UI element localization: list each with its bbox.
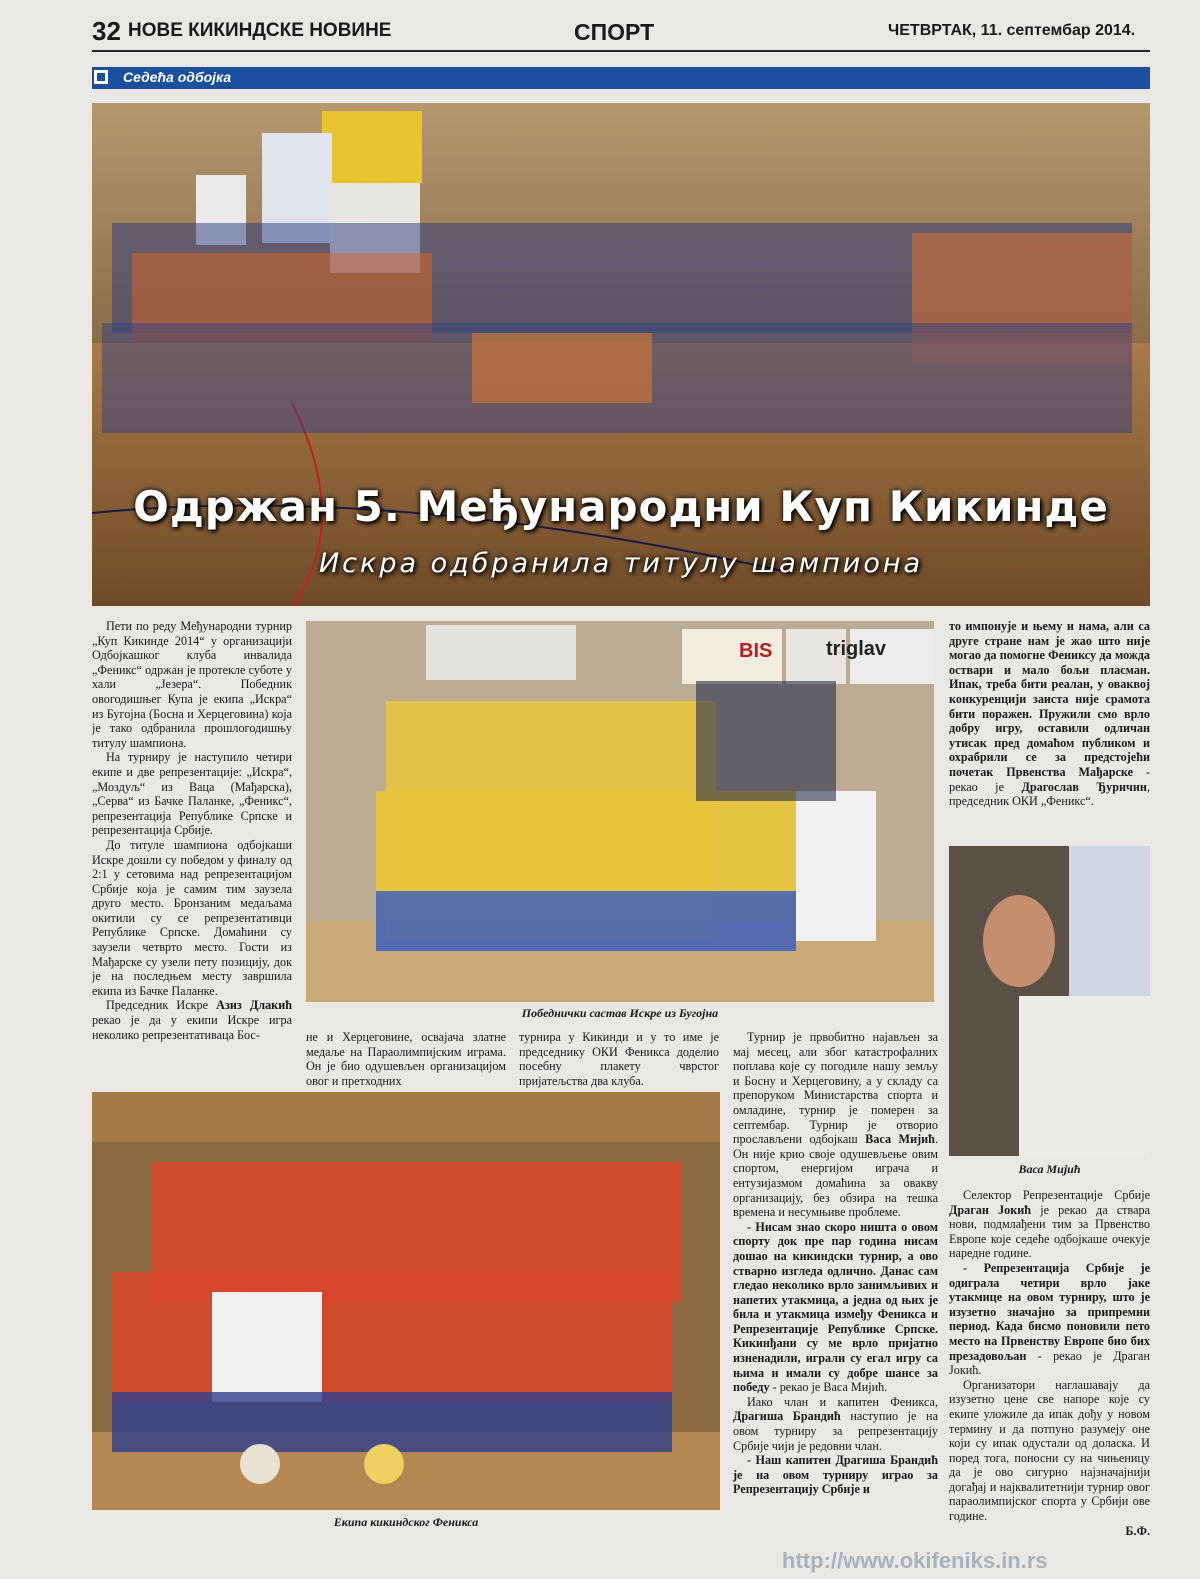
rubric-label: Седећа одбојка (123, 69, 232, 85)
article-column-1 (92, 619, 292, 1042)
rubric-bar (92, 67, 1150, 89)
person-name: Драгиша Брандић (733, 1409, 841, 1424)
quote-paragraph: то импонује и њему и нама, али са друге стране нам је жао што није могао да помогне Фениксу да можда оствари и мало бољи пласман. Ипак, треба бити реалан, у оваквој конкуренцији заиста није срамота бити поражен. Пружили смо врло добру игру, оставили одличан утисак пред домаћом публиком и охрабрили се за предстојећи почетак Првенства Мађарске - рекао је Драгослав Ђуричин, председник ОКИ „Феникс“. (949, 619, 1150, 809)
feniks-photo-caption: Екипа кикиндског Феникса (333, 1515, 479, 1529)
quote-paragraph: - Репрезентација Србије је одиграла четири врло јаке утакмице на овом турниру, што је изузетно значајно за припремни период. Када бисмо поновили пето место на Првенству Европе био бих презадовољан - рекао је Драган Јокић. (949, 1260, 1150, 1378)
iskra-team-photo (306, 621, 934, 1002)
paragraph: Пети по реду Међународни турнир „Куп Кикинде 2014“ у организацији Одбојкашког клуба инвалида „Феникс“ одржан је протекле суботе у хали „Језера“. Победник овогодишњег Купа је екипа „Искра“ из Бугојна (Босна и Херцеговина) која је тако одбранила прошлогодишњу титулу шампиона. (92, 619, 292, 750)
feniks-team-photo (92, 1092, 720, 1510)
paragraph: Организатори наглашавају да изузетно цене све напоре које су екипе уложиле да ипак дођу у новом термину и да потпуно разумеју оне који су ипак одустали од доласка. И поред тога, поносни су на чињеницу да је ово сигурно најзначајнији догађај и најквалитетнији турнир овог параолимпијског спорта у Србији ове године. (949, 1377, 1150, 1524)
mijic-photo-caption: Васа Мијић (1018, 1162, 1081, 1176)
paragraph: Председник Искре Азиз Длакић рекао је да у екипи Искре игра неколико репрезентативаца Бос- (92, 998, 292, 1042)
article-column-4 (733, 1030, 938, 1497)
article-column-5-bottom (949, 1188, 1150, 1538)
banner-triglav: triglav (826, 638, 887, 660)
person-name: Драгослав Ђуричин (1021, 779, 1147, 794)
paragraph: Турнир је првобитно најављен за мај месец, али због катастрофалних поплава које су погодиле нашу земљу и Босну и Херцеговину, а у складу са препоруком Министарства спорта и омладине, турнир је померен за септембар. Турнир је отворио прослављени одбојкаш Васа Мијић. Он није крио своје одушевљење овим спортом, енергијом играча и ентузијазмом домаћина за овакву организацију, без обзира на тешка времена и несумњиве проблеме. (733, 1030, 938, 1220)
issue-date: ЧЕТВРТАК, 11. септембар 2014. (888, 22, 1136, 39)
section-title: СПОРТ (574, 19, 655, 45)
article-column-3 (519, 1030, 719, 1088)
paragraph: не и Херцеговине, освајача златне медаље на Параолимпијским играма. Он је био одушевљен организацијом овог и претходних (306, 1030, 506, 1088)
headline: Одржан 5. Међународни Куп Кикинде (133, 482, 1109, 531)
newspaper-name: НОВЕ КИКИНДСКЕ НОВИНЕ (128, 20, 392, 41)
paragraph: Иако члан и капитен Феникса, Драгиша Брандић наступио је на овом турниру за репрезентацију Србије чији је редовни члан. (733, 1394, 938, 1453)
quote-paragraph: - Нисам знао скоро ништа о овом спорту док пре пар година нисам дошао на кикиндски турнир, а ово стварно изгледа одлично. Данас сам гледао неколико врло занимљивих и напетих утакмица, а једна од њих је била и утакмица између Феникса и Репрезентације Републике Српске. Кикинђани су ме врло пријатно изненадили, играли су егал игру са њима и имали су добре шансе за победу - рекао је Васа Мијић. (733, 1219, 938, 1395)
person-name: Васа Мијић (865, 1132, 935, 1147)
paragraph: Селектор Репрезентације Србије Драган Јокић је рекао да ствара нови, подмлађени тим за Првенство Европе које седеће одбојкаше очекује наредне године. (949, 1188, 1151, 1261)
quote-paragraph: - Наш капитен Драгиша Брандић је на овом турниру играо за Репрезентацију Србије и (733, 1453, 938, 1497)
person-name: Азиз Длакић (216, 998, 292, 1013)
banner-bis: BIS (739, 640, 773, 662)
article-column-2 (306, 1030, 506, 1088)
paragraph: На турниру је наступило четири екипе и две репрезентације: „Искра“, „Моздуљ“ из Ваца (Мађарска), „Серва“ из Бачке Паланке, „Феникс“, репрезентација Републике Српске и репрезентација Србије. (92, 750, 292, 838)
paragraph: До титуле шампиона одбојкаши Искре дошли су победом у финалу од 2:1 у сетовима над репрезентацијом Србије која је самим тим заузела друго место. Бронзаним медаљама окитили су се репрезентативци Републике Српске. Домаћини су заузели четврто место. Гости из Мађарске су узели пету позицију, док је на последњем месту завршила екипа из Бачке Паланке. (92, 837, 292, 998)
website-watermark: http://www.okifeniks.in.rs (782, 1548, 1048, 1573)
rubric-square-inner (97, 73, 105, 81)
paragraph: турнира у Кикинди и у то име је председнику ОКИ Феникса доделио посебну плакету чврстог пријатељства два клуба. (519, 1030, 719, 1088)
mijic-photo (949, 846, 1150, 1156)
subheadline: Искра одбранила титулу шампиона (318, 548, 924, 579)
person-name: Драган Јокић (949, 1202, 1032, 1217)
iskra-photo-caption: Победнички састав Искре из Бугојна (521, 1006, 719, 1020)
header-rule (92, 50, 1150, 52)
author-signature: Б.Ф. (1125, 1523, 1150, 1538)
article-column-5-top (949, 619, 1150, 809)
page-number: 32 (92, 16, 121, 46)
